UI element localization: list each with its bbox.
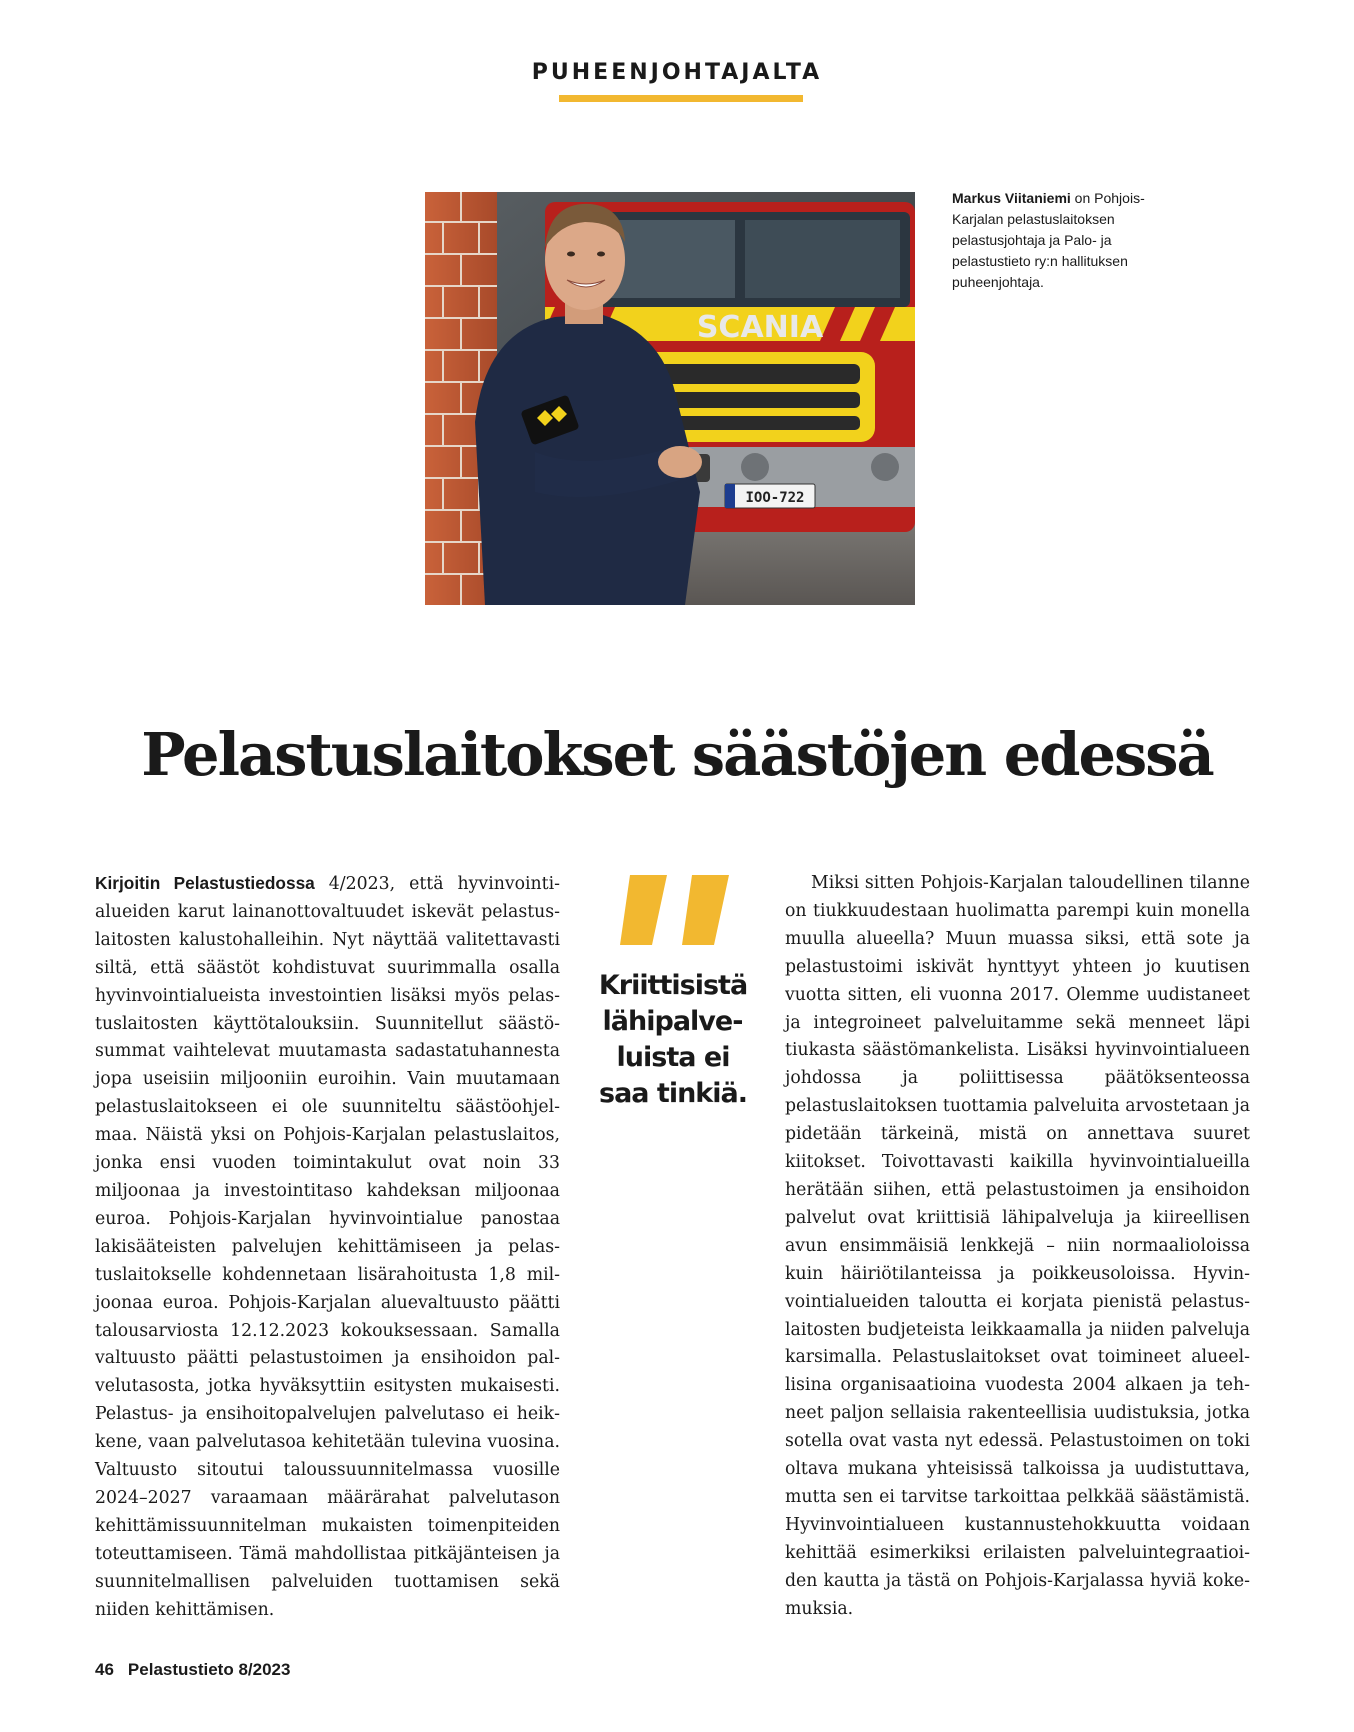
page-footer (95, 1660, 290, 1680)
body-paragraph-left (95, 870, 560, 1624)
photo-caption (952, 188, 1152, 293)
headline: Pelastuslaitokset säästöjen edessä (141, 720, 1213, 789)
body-column-right (785, 870, 1250, 1623)
license-plate-text: IOO-722 (745, 490, 805, 506)
body-column-left (95, 870, 560, 1624)
page-number: 46 (95, 1660, 114, 1679)
caption-name: Markus Viitaniemi (952, 190, 1071, 206)
portrait-photo (425, 192, 915, 605)
lead-in: Kirjoitin Pelastustiedossa (95, 873, 315, 893)
body-paragraph-right: Miksi sitten Pohjois-Karjalan taloudellinen tilanne on tiukkuudestaan huolimatta parempi kuin monella muulla alueella? Muun muassa siksi, että sote ja pelastustoimi iskivät hynttyyt yhteen jo kuutisen vuotta sitten, eli vuonna 2017. Olemme uudistaneet ja integroineet palveluitamme sekä menneet läpi tiukasta säästömankelista. Lisäksi hyvinvointialueen johdossa ja poliittisessa päätöksenteossa pelastuslaitoksen tuottamia palveluita arvostetaan ja pidetään tärkeinä, mistä on annettava suuret kiitokset. Toivottavasti kaikilla hyvinvointialueilla herätään siihen, että pelastustoimen ja ensihoidon palvelut ovat kriittisiä lähipalveluja ja kiireellisen avun ensimmäisiä lenkkejä – niin normaalioloissa kuin häiriötilanteissa ja poikkeusoloissa. Hyvinvointialueiden taloutta ei korjata pienistä pelastuslaitosten budjeteista leikkaamalla ja niiden palveluja karsimalla. Pelastuslaitokset ovat toimineet alueellisina organisaatioina vuodesta 2004 alkaen ja tehneet paljon sellaisia rakenteellisia uudistuksia, jotka sotella ovat vasta nyt edessä. Pelastustoimen on toki oltava mukana yhteisissä talkoissa ja uudistuttava, mutta sen ei tarvitse tarkoittaa pelkkää säästämistä. Hyvinvointialueen kustannustehokkuutta voidaan kehittää esimerkiksi erilaisten palveluintegraatioiden kautta ja tästä on Pohjois-Karjalassa hyviä kokemuksia. (785, 873, 1250, 1619)
body-text-left: 4/2023, että hyvinvointialueiden karut lainanottovaltuudet iskevät pelastuslaitosten kalustohalleihin. Nyt näyttää valitettavasti siltä, että säästöt kohdistuvat suurimmalla osalla hyvinvointialueista investointien lisäksi myös pelastuslaitosten käyttötalouksiin. Suunnitellut säästösummat vaihtelevat muutamasta sadastatuhannesta jopa useisiin miljooniin euroihin. Vain muutamaan pelastuslaitokseen ei ole suunniteltu säästöohjelmaa. Näistä yksi on Pohjois-Karjalan pelastuslaitos, jonka ensi vuoden toimintakulut ovat noin 33 miljoonaa ja investointitaso kahdeksan miljoonaa euroa. Pohjois-Karjalan hyvinvointialue panostaa lakisääteisten palvelujen kehittämiseen ja pelastuslaitokselle kohdennetaan lisärahoitusta 1,8 miljoonaa euroa. Pohjois-Karjalan aluevaltuusto päätti talousarviosta 12.12.2023 kokouksessaan. Samalla valtuusto päätti pelastustoimen ja ensihoidon palvelutasosta, jotka hyväksyttiin esitysten mukaisesti. Pelastus- ja ensihoitopalvelujen palvelutaso ei heikkene, vaan palvelutasoa kehitetään tulevina vuosina. Valtuusto sitoutui taloussuunnitelmassa vuosille 2024–2027 varaamaan määrärahat palvelutason kehittämissuunnitelman mukaisten toimenpiteiden toteuttamiseen. Tämä mahdollistaa pitkäjänteisen ja suunnitelmallisen palveluiden tuottamisen sekä niiden kehittämisen. (95, 874, 560, 1620)
section-underline (559, 95, 803, 102)
truck-brand-text: SCANIA (696, 310, 824, 345)
caption-text: on Pohjois-Karjalan pelastuslaitoksen pelastusjohtaja ja Palo- ja pelastustieto ry:n hallituksen puheenjohtaja. (952, 190, 1145, 290)
section-label: PUHEENJOHTAJALTA (531, 60, 823, 85)
quote-mark-icon (612, 870, 742, 955)
publication-name: Pelastustieto 8/2023 (127, 1660, 291, 1679)
pull-quote: Kriittisistä lähipalveluista ei saa tinkiä. (598, 970, 748, 1109)
